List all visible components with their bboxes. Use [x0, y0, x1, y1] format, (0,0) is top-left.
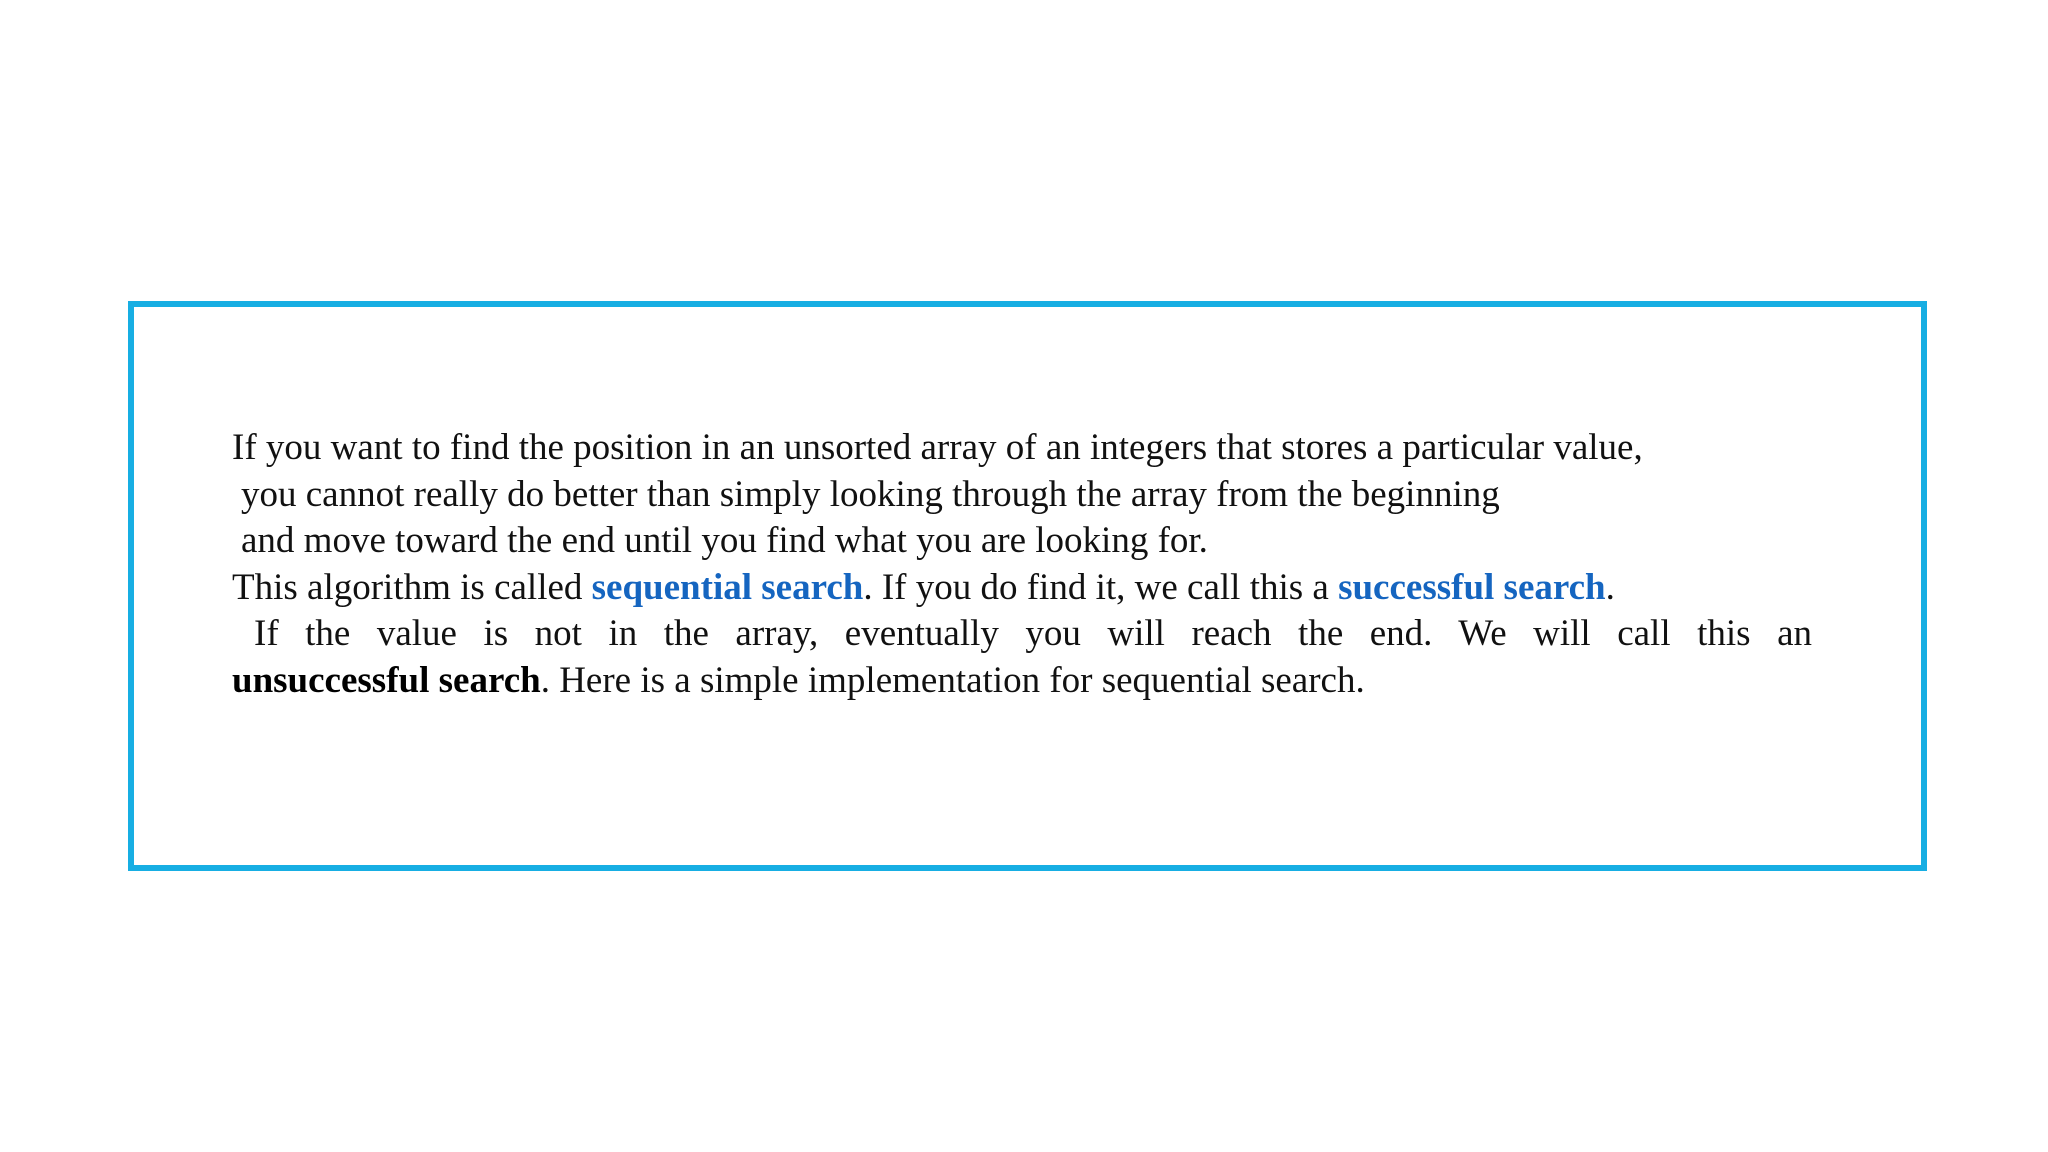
- paragraph-line-6: [232, 658, 1812, 705]
- term-sequential-search: sequential search: [591, 566, 864, 608]
- paragraph-line-5: If the value is not in the array, eventually you will reach the end. We will call this an: [254, 613, 1812, 654]
- line-6-suffix: . Here is a simple implementation for sequential search.: [540, 659, 1365, 701]
- line-4-middle: . If you do find it, we call this a: [863, 566, 1339, 608]
- paragraph-line-4: [232, 565, 1812, 612]
- paragraph-line-2: you cannot really do better than simply looking through the array from the beginning: [241, 473, 1500, 515]
- line-4-suffix: .: [1605, 566, 1615, 608]
- paragraph-line-3: and move toward the end until you find what you are looking for.: [241, 520, 1208, 561]
- term-successful-search: successful search: [1338, 566, 1606, 608]
- term-unsuccessful-search: unsuccessful search: [232, 659, 541, 701]
- paragraph: [232, 425, 1812, 704]
- paragraph-line-1: If you want to find the position in an unsorted array of an integers that stores a particular value,: [232, 427, 1643, 468]
- line-4-prefix: This algorithm is called: [232, 566, 592, 608]
